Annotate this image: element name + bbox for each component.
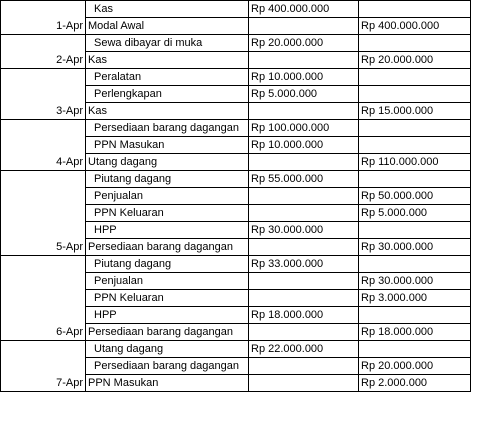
- date-cell[interactable]: 2-Apr: [1, 35, 86, 69]
- debit-cell[interactable]: Rp 100.000.000: [249, 120, 359, 137]
- account-cell[interactable]: PPN Masukan: [86, 137, 249, 154]
- account-cell[interactable]: Peralatan: [86, 69, 249, 86]
- journal-row: [1, 341, 471, 358]
- account-cell[interactable]: PPN Masukan: [86, 375, 249, 392]
- credit-cell[interactable]: Rp 30.000.000: [359, 239, 471, 256]
- account-cell[interactable]: Kas: [86, 1, 249, 18]
- account-cell[interactable]: Kas: [86, 103, 249, 120]
- debit-cell[interactable]: [249, 358, 359, 375]
- account-cell[interactable]: Piutang dagang: [86, 171, 249, 188]
- date-cell[interactable]: 7-Apr: [1, 341, 86, 392]
- credit-cell[interactable]: [359, 307, 471, 324]
- account-cell[interactable]: Persediaan barang dagangan: [86, 324, 249, 341]
- credit-cell[interactable]: [359, 171, 471, 188]
- debit-cell[interactable]: Rp 20.000.000: [249, 35, 359, 52]
- date-cell[interactable]: 3-Apr: [1, 69, 86, 120]
- debit-cell[interactable]: [249, 324, 359, 341]
- debit-cell[interactable]: [249, 239, 359, 256]
- credit-cell[interactable]: Rp 30.000.000: [359, 273, 471, 290]
- date-cell[interactable]: 5-Apr: [1, 171, 86, 256]
- debit-cell[interactable]: [249, 375, 359, 392]
- debit-cell[interactable]: Rp 18.000.000: [249, 307, 359, 324]
- credit-cell[interactable]: [359, 35, 471, 52]
- credit-cell[interactable]: Rp 20.000.000: [359, 358, 471, 375]
- debit-cell[interactable]: [249, 18, 359, 35]
- debit-cell[interactable]: Rp 400.000.000: [249, 1, 359, 18]
- credit-cell[interactable]: [359, 86, 471, 103]
- debit-cell[interactable]: [249, 205, 359, 222]
- account-cell[interactable]: Penjualan: [86, 188, 249, 205]
- debit-cell[interactable]: Rp 10.000.000: [249, 137, 359, 154]
- debit-cell[interactable]: Rp 10.000.000: [249, 69, 359, 86]
- debit-cell[interactable]: Rp 30.000.000: [249, 222, 359, 239]
- journal-row: [1, 1, 471, 18]
- journal-body: [1, 1, 471, 392]
- credit-cell[interactable]: Rp 400.000.000: [359, 18, 471, 35]
- credit-cell[interactable]: Rp 2.000.000: [359, 375, 471, 392]
- account-cell[interactable]: Perlengkapan: [86, 86, 249, 103]
- credit-cell[interactable]: [359, 120, 471, 137]
- credit-cell[interactable]: Rp 20.000.000: [359, 52, 471, 69]
- debit-cell[interactable]: [249, 290, 359, 307]
- credit-cell[interactable]: Rp 18.000.000: [359, 324, 471, 341]
- credit-cell[interactable]: [359, 222, 471, 239]
- debit-cell[interactable]: [249, 52, 359, 69]
- debit-cell[interactable]: [249, 154, 359, 171]
- account-cell[interactable]: Modal Awal: [86, 18, 249, 35]
- debit-cell[interactable]: Rp 33.000.000: [249, 256, 359, 273]
- credit-cell[interactable]: [359, 1, 471, 18]
- journal-row: [1, 69, 471, 86]
- credit-cell[interactable]: Rp 110.000.000: [359, 154, 471, 171]
- date-cell[interactable]: 1-Apr: [1, 1, 86, 35]
- account-cell[interactable]: PPN Keluaran: [86, 205, 249, 222]
- account-cell[interactable]: PPN Keluaran: [86, 290, 249, 307]
- debit-cell[interactable]: Rp 22.000.000: [249, 341, 359, 358]
- credit-cell[interactable]: Rp 15.000.000: [359, 103, 471, 120]
- account-cell[interactable]: Piutang dagang: [86, 256, 249, 273]
- journal-row: [1, 35, 471, 52]
- credit-cell[interactable]: Rp 50.000.000: [359, 188, 471, 205]
- account-cell[interactable]: Persediaan barang dagangan: [86, 239, 249, 256]
- debit-cell[interactable]: [249, 273, 359, 290]
- account-cell[interactable]: Penjualan: [86, 273, 249, 290]
- journal-row: [1, 171, 471, 188]
- account-cell[interactable]: Utang dagang: [86, 154, 249, 171]
- credit-cell[interactable]: Rp 5.000.000: [359, 205, 471, 222]
- debit-cell[interactable]: Rp 5.000.000: [249, 86, 359, 103]
- journal-row: [1, 120, 471, 137]
- debit-cell[interactable]: Rp 55.000.000: [249, 171, 359, 188]
- account-cell[interactable]: HPP: [86, 222, 249, 239]
- debit-cell[interactable]: [249, 188, 359, 205]
- journal-row: [1, 256, 471, 273]
- account-cell[interactable]: Persediaan barang dagangan: [86, 358, 249, 375]
- credit-cell[interactable]: [359, 256, 471, 273]
- account-cell[interactable]: Utang dagang: [86, 341, 249, 358]
- account-cell[interactable]: Persediaan barang dagangan: [86, 120, 249, 137]
- date-cell[interactable]: 6-Apr: [1, 256, 86, 341]
- account-cell[interactable]: HPP: [86, 307, 249, 324]
- credit-cell[interactable]: [359, 137, 471, 154]
- date-cell[interactable]: 4-Apr: [1, 120, 86, 171]
- credit-cell[interactable]: [359, 341, 471, 358]
- credit-cell[interactable]: Rp 3.000.000: [359, 290, 471, 307]
- credit-cell[interactable]: [359, 69, 471, 86]
- account-cell[interactable]: Sewa dibayar di muka: [86, 35, 249, 52]
- debit-cell[interactable]: [249, 103, 359, 120]
- account-cell[interactable]: Kas: [86, 52, 249, 69]
